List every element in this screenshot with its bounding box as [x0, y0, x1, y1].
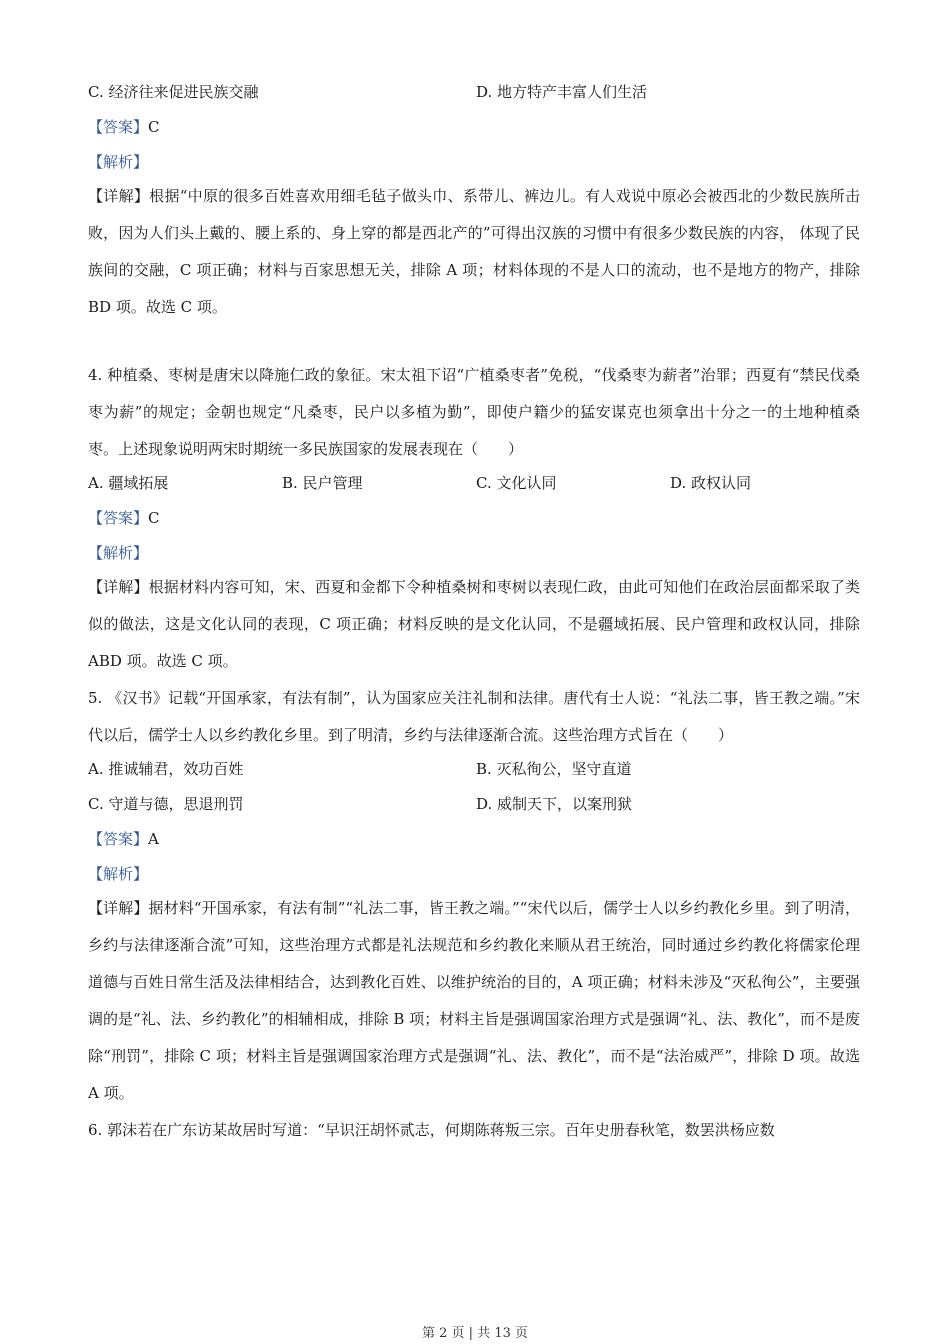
q3-answer: [88, 118, 860, 137]
q4-analysis-tag: 【解析】: [88, 544, 149, 562]
q4-detail-tag: 【详解】: [88, 578, 149, 596]
document-page: [88, 72, 860, 1149]
q5-option-b: B. 灭私徇公，坚守直道: [476, 760, 632, 778]
q5-detail: [88, 890, 860, 1112]
q4-question: 4. 种植桑、枣树是唐宋以降施仁政的象征。宋太祖下诏“广植桑枣者”免税，“伐桑枣为薪者”治罪；西夏有“禁民伐桑枣为薪”的规定；金朝也规定“凡桑枣，民户以多植为勤”，即使户籍少的猛安谋克也须拿出十分之一的土地种植桑枣。上述现象说明两宋时期统一多民族国家的发展表现在（ ）: [88, 366, 860, 458]
q4-answer: [88, 509, 860, 528]
q5-options-cd: [88, 795, 860, 814]
q5-answer: [88, 830, 860, 849]
q5-detail-tag: 【详解】: [88, 899, 149, 917]
q4-option-a: A. 疆域拓展: [88, 474, 169, 492]
q5-option-d: D. 威制天下，以案刑狱: [476, 795, 633, 813]
q4-detail-text: 根据材料内容可知，宋、西夏和金都下令种植桑树和枣树以表现仁政，由此可知他们在政治层面都采取了类似的做法，这是文化认同的表现，C 项正确；材料反映的是文化认同，不是疆域拓展、民户管理和政权认同，排除 ABD 项。故选 C 项。: [88, 578, 860, 670]
q4-option-b: B. 民户管理: [282, 474, 363, 492]
q5-option-c: C. 守道与德，思退刑罚: [88, 795, 244, 813]
q4-option-c: C. 文化认同: [476, 474, 557, 492]
q3-answer-value: C: [148, 118, 160, 136]
q3-answer-tag: 【答案】: [88, 118, 149, 136]
q4-answer-tag: 【答案】: [88, 509, 149, 527]
q3-analysis-tag: 【解析】: [88, 153, 149, 171]
q4-answer-value: C: [148, 509, 160, 527]
q5-options-ab: [88, 760, 860, 779]
q5-analysis-tag: 【解析】: [88, 865, 149, 883]
q3-option-c: C. 经济往来促进民族交融: [88, 83, 259, 101]
q5-answer-value: A: [148, 830, 159, 848]
q3-detail-tag: 【详解】: [88, 187, 150, 205]
q5-answer-tag: 【答案】: [88, 830, 149, 848]
q4-detail: [88, 569, 860, 680]
q4-option-d: D. 政权认同: [670, 474, 752, 492]
q3-detail-text: 根据“中原的很多百姓喜欢用细毛毡子做头巾、系带儿、裤边儿。有人戏说中原必会被西北的少数民族所击败，因为人们头上戴的、腰上系的、身上穿的都是西北产的”可得出汉族的习惯中有很多少数民族的内容， 体现了民族间的交融，C 项正确；材料与百家思想无关，排除 A 项；材料体现的不是人口的流动，也不是地方的物产，排除 BD 项。故选 C 项。: [88, 187, 860, 316]
q5-detail-text: 据材料“开国承家，有法有制”“礼法二事，皆王教之端。”“宋代以后，儒学士人以乡约教化乡里。到了明清，乡约与法律逐渐合流”可知，这些治理方式都是礼法规范和乡约教化来顺从君王统治，同时通过乡约教化将儒家伦理道德与百姓日常生活及法律相结合，达到教化百姓、以维护统治的目的，A 项正确；材料未涉及“灭私徇公”，主要强调的是“礼、法、乡约教化”的相辅相成，排除 B 项；材料主旨是强调国家治理方式是强调“礼、法、教化”，而不是废除“刑罚”，排除 C 项；材料主旨是强调国家治理方式是强调“礼、法、教化”，而不是“法治威严”，排除 D 项。故选 A 项。: [88, 899, 860, 1102]
q4-options: [88, 474, 860, 493]
q3-options-cd: [88, 83, 860, 102]
q6-question-start: 6. 郭沫若在广东访某故居时写道：“早识汪胡怀贰志，何期陈蒋叛三宗。百年史册春秋笔，数罢洪杨应数: [88, 1121, 775, 1139]
q5-option-a: A. 推诚辅君，效功百姓: [88, 760, 244, 778]
q5-question: 5. 《汉书》记载“开国承家，有法有制”，认为国家应关注礼制和法律。唐代有士人说：“礼法二事，皆王教之端。”宋代以后，儒学士人以乡约教化乡里。到了明清，乡约与法律逐渐合流。这些治理方式旨在（ ）: [88, 689, 860, 744]
q3-detail: [88, 178, 860, 326]
q3-option-d: D. 地方特产丰富人们生活: [476, 83, 648, 101]
page-footer: 第 2 页 | 共 13 页: [422, 1326, 528, 1341]
